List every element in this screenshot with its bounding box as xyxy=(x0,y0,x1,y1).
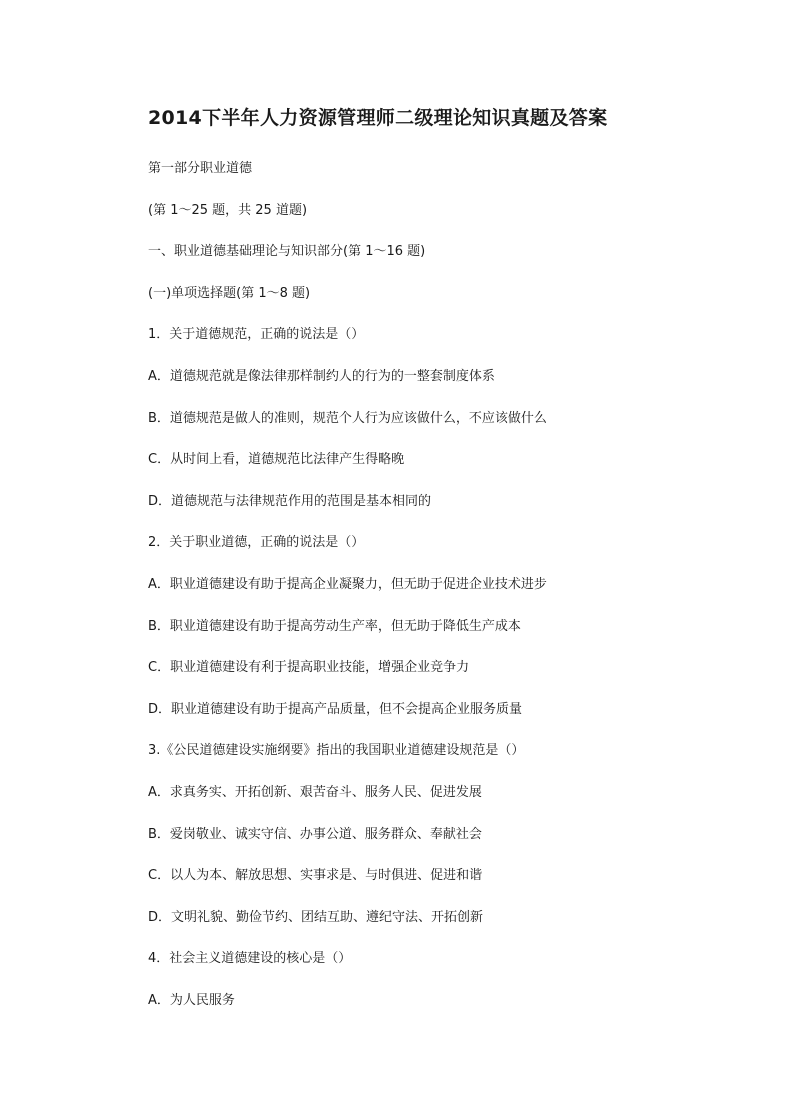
document-body xyxy=(148,157,748,1030)
document-title: 2014下半年人力资源管理师二级理论知识真题及答案 xyxy=(148,107,608,129)
question-1-option-b: B．道德规范是做人的准则，规范个人行为应该做什么，不应该做什么 xyxy=(148,410,547,426)
question-3-option-d: D．文明礼貌、勤俭节约、团结互助、遵纪守法、开拓创新 xyxy=(148,909,484,925)
question-1-option-c: C．从时间上看，道德规范比法律产生得略晚 xyxy=(148,452,405,468)
question-1: 1．关于道德规范，正确的说法是（） xyxy=(148,327,365,343)
question-4: 4．社会主义道德建设的核心是（） xyxy=(148,951,352,967)
question-3-option-a: A．求真务实、开拓创新、艰苦奋斗、服务人民、促进发展 xyxy=(148,784,482,800)
section-heading: 第一部分职业道德 xyxy=(148,161,253,176)
question-2-option-a: A．职业道德建设有助于提高企业凝聚力，但无助于促进企业技术进步 xyxy=(148,576,547,592)
question-1-option-a: A．道德规范就是像法律那样制约人的行为的一整套制度体系 xyxy=(148,368,495,384)
subsection-heading: 一、职业道德基础理论与知识部分(第 1～16 题) xyxy=(148,244,426,260)
question-1-option-d: D．道德规范与法律规范作用的范围是基本相同的 xyxy=(148,493,432,509)
question-4-option-a: A．为人民服务 xyxy=(148,992,235,1008)
question-3: 3.《公民道德建设实施纲要》指出的我国职业道德建设规范是（） xyxy=(148,743,525,759)
question-2: 2．关于职业道德，正确的说法是（） xyxy=(148,535,365,551)
section-range-note: (第 1～25 题，共 25 道题) xyxy=(148,202,308,218)
question-3-option-b: B．爱岗敬业、诚实守信、办事公道、服务群众、奉献社会 xyxy=(148,826,482,842)
question-2-option-b: B．职业道德建设有助于提高劳动生产率，但无助于降低生产成本 xyxy=(148,618,521,634)
question-2-option-d: D．职业道德建设有助于提高产品质量，但不会提高企业服务质量 xyxy=(148,701,523,717)
question-group-heading: (一)单项选择题(第 1～8 题) xyxy=(148,285,311,301)
question-3-option-c: C．以人为本、解放思想、实事求是、与时俱进、促进和谐 xyxy=(148,868,483,884)
question-2-option-c: C．职业道德建设有利于提高职业技能，增强企业竞争力 xyxy=(148,660,470,676)
